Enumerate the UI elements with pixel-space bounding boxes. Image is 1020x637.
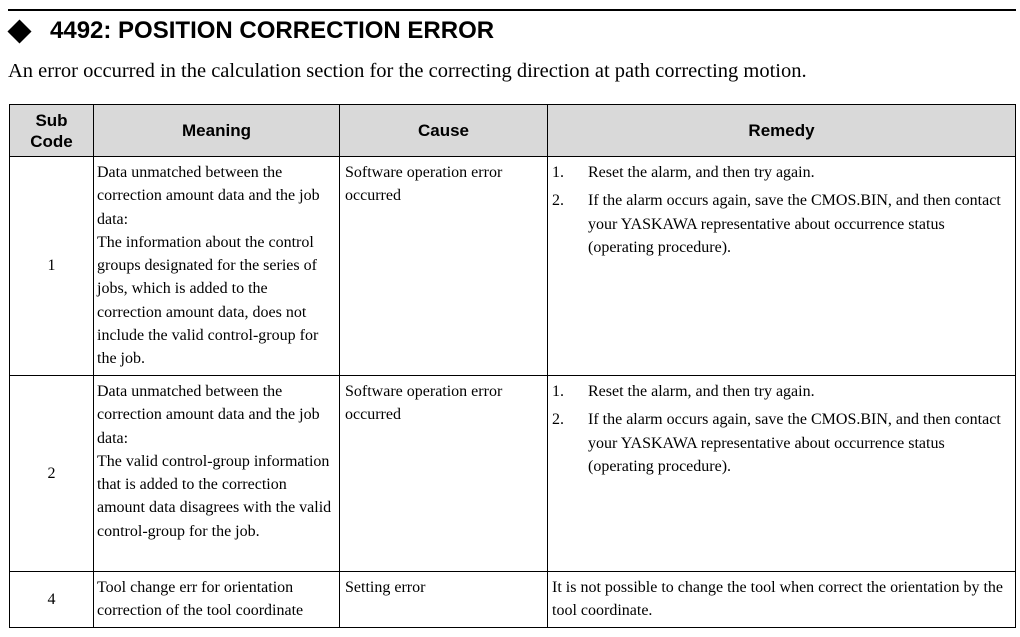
table-row [10,376,1016,572]
header-cause: Cause [340,105,548,157]
meaning-detail: The valid control-group information that is added to the correction amount data disagrees with the valid control-group for the job. [97,452,332,540]
remedy-steps [552,161,1012,259]
top-rule [8,9,1016,11]
meaning-cell: Tool change err for orientation correction of the tool coordinate [94,572,340,628]
remedy-cell [548,157,1016,376]
remedy-step: 1. Reset the alarm, and then try again. [552,383,815,400]
remedy-step: 1. Reset the alarm, and then try again. [552,164,815,181]
cause-cell: Setting error [340,572,548,628]
meaning-lead: Data unmatched between the correction amount data and the job data: [97,164,320,228]
meaning-lead: Data unmatched between the correction amount data and the job data: [97,383,320,447]
meaning-cell [94,157,340,376]
table-header-row [10,105,1016,157]
sub-code-cell: 4 [10,572,94,628]
remedy-steps [552,380,1012,478]
heading-title: 4492: POSITION CORRECTION ERROR [50,17,495,44]
remedy-step: 2. If the alarm occurs again, save the CMOS.BIN, and then contact your YASKAWA representative about occurrence status (operating procedure). [552,411,1001,475]
table-row [10,572,1016,628]
meaning-detail: The information about the control groups designated for the series of jobs, which is added to the correction amount data, does not include the valid control-group for the job. [97,233,319,368]
remedy-step: 2. If the alarm occurs again, save the CMOS.BIN, and then contact your YASKAWA representative about occurrence status (operating procedure). [552,192,1001,256]
sub-code-cell: 1 [10,157,94,376]
cause-cell: Software operation error occurred [340,376,548,572]
remedy-cell: It is not possible to change the tool when correct the orientation by the tool coordinate. [548,572,1016,628]
cause-cell: Software operation error occurred [340,157,548,376]
meaning-cell [94,376,340,572]
header-remedy: Remedy [548,105,1016,157]
error-table [9,104,1016,628]
header-sub-code: Sub Code [10,105,94,157]
remedy-cell [548,376,1016,572]
intro-text: An error occurred in the calculation section for the correcting direction at path correcting motion. [8,60,807,82]
section-heading [8,14,494,48]
diamond-bullet-icon [7,19,31,43]
table-row [10,157,1016,376]
header-meaning: Meaning [94,105,340,157]
sub-code-cell: 2 [10,376,94,572]
